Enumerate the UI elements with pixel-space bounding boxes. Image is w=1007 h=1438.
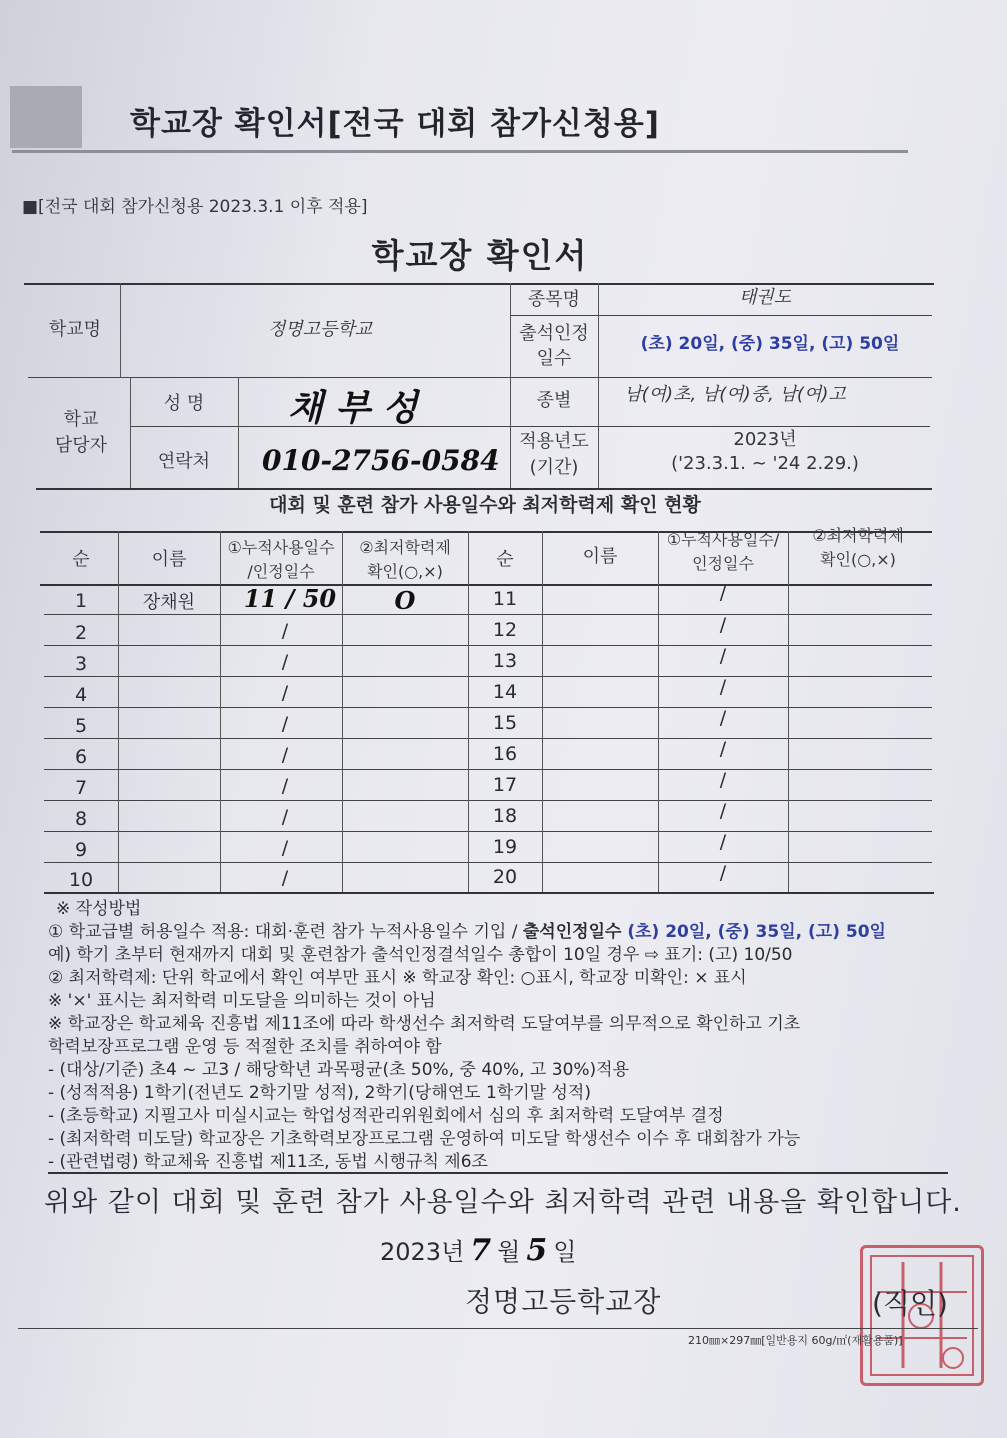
left-no: 6 xyxy=(74,746,88,768)
instructions xyxy=(48,898,948,1174)
col-no-left: 순 xyxy=(72,549,90,570)
seal-label: (직인) xyxy=(872,1287,948,1320)
right-slash: / xyxy=(719,614,727,636)
right-no: 11 xyxy=(492,588,518,610)
gender-value: 남(여)초, 남(여)중, 남(여)고 xyxy=(624,384,846,405)
event-value: 태권도 xyxy=(738,287,792,308)
attend-label-1: 출석인정 xyxy=(519,323,589,344)
note-6: - (성적적용) 1학기(전년도 2학기말 성적), 2학기(당해연도 1학기말 성적) xyxy=(48,1083,591,1103)
col-min-right-2: 확인(○,×) xyxy=(820,550,896,569)
document-title: 학교장 확인서 xyxy=(371,236,589,275)
col-days-left-2: /인정일수 xyxy=(247,562,315,581)
gender-label: 종별 xyxy=(536,390,572,411)
col-min-left-1: ②최저학력제 xyxy=(359,538,451,557)
left-slash: / xyxy=(281,682,289,704)
left-slash: / xyxy=(281,620,289,642)
left-no: 4 xyxy=(74,684,88,706)
right-slash: / xyxy=(719,645,727,667)
left-min: O xyxy=(394,586,416,615)
note-8: - (최저학력 미도달) 학교장은 기초학력보장프로그램 운영하여 미도달 학생선수 이수 후 대회참가 가능 xyxy=(48,1129,801,1149)
right-slash: / xyxy=(719,707,727,729)
left-slash: / xyxy=(281,713,289,735)
left-no: 10 xyxy=(68,869,94,891)
left-slash: / xyxy=(281,837,289,859)
year-value: 2023년 xyxy=(733,429,797,450)
left-days: 11 / 50 xyxy=(243,584,337,613)
col-days-right-2: 인정일수 xyxy=(692,554,754,573)
footer-divider xyxy=(18,1328,978,1329)
right-slash: / xyxy=(719,738,727,760)
left-slash: / xyxy=(281,651,289,673)
col-days-right-1: ①누적사용일수/ xyxy=(666,530,780,549)
right-no: 17 xyxy=(492,774,518,796)
right-no: 19 xyxy=(492,836,518,858)
right-slash: / xyxy=(719,582,727,604)
note-3: ※ '×' 표시는 최저학력 미도달을 의미하는 것이 아님 xyxy=(48,991,436,1011)
note-5: - (대상/기준) 초4 ~ 고3 / 해당학년 과목평균(초 50%, 중 40%, 고 30%)적용 xyxy=(48,1060,630,1080)
school-label: 학교명 xyxy=(48,319,102,340)
note-9: - (관련법령) 학교체육 진흥법 제11조, 동법 시행규칙 제6조 xyxy=(48,1152,488,1172)
staff-label-1: 학교 xyxy=(63,409,99,430)
col-min-right-1: ②최저학력제 xyxy=(812,526,904,545)
left-no: 1 xyxy=(74,590,88,612)
col-min-left-2: 확인(○,×) xyxy=(367,562,443,581)
year-label-2: (기간) xyxy=(529,457,579,478)
note-4: ※ 학교장은 학교체육 진흥법 제11조에 따라 학생선수 최저학력 도달여부를 의무적으로 확인하고 기초 xyxy=(48,1014,801,1034)
left-no: 2 xyxy=(74,622,88,644)
attend-value: (초) 20일, (중) 35일, (고) 50일 xyxy=(640,334,900,354)
right-no: 12 xyxy=(492,619,518,641)
col-days-left-1: ①누적사용일수 xyxy=(227,538,335,557)
right-no: 14 xyxy=(492,681,518,703)
notes-heading: ※ 작성방법 xyxy=(56,899,142,919)
col-no-right: 순 xyxy=(496,549,514,570)
left-slash: / xyxy=(281,806,289,828)
name-label: 성 명 xyxy=(163,393,205,414)
right-no: 15 xyxy=(492,712,518,734)
left-name: 장채원 xyxy=(142,592,196,613)
header-divider xyxy=(12,150,908,153)
note-2: ② 최저학력제: 단위 학교에서 확인 여부만 표시 ※ 학교장 확인: ○표시, 학교장 미확인: × 표시 xyxy=(48,968,747,988)
school-value: 정명고등학교 xyxy=(267,319,373,340)
right-slash: / xyxy=(719,831,727,853)
year-period: ('23.3.1. ~ '24 2.29.) xyxy=(671,453,859,474)
name-value: 채 부 성 xyxy=(288,387,418,429)
year-label-1: 적용년도 xyxy=(519,431,589,452)
principal-title: 정명고등학교장 xyxy=(465,1285,662,1318)
attend-label-2: 일수 xyxy=(536,348,572,369)
left-no: 9 xyxy=(74,839,88,861)
col-name-right: 이름 xyxy=(582,546,618,567)
confirm-statement: 위와 같이 대회 및 훈련 참가 사용일수와 최저학력 관련 내용을 확인합니다. xyxy=(44,1187,962,1218)
right-no: 20 xyxy=(492,866,518,888)
event-label: 종목명 xyxy=(527,289,581,310)
note-4-cont: 학력보장프로그램 운영 등 적절한 조치를 취하여야 함 xyxy=(48,1037,442,1057)
notes-divider xyxy=(48,1172,948,1174)
right-no: 18 xyxy=(492,805,518,827)
note-1: ① 학교급별 허용일수 적용: 대회·훈련 참가 누적사용일수 기입 / 출석인정일수 (초) 20일, (중) 35일, (고) 50일 xyxy=(48,922,886,942)
left-no: 8 xyxy=(74,808,88,830)
subtitle: ■[전국 대회 참가신청용 2023.3.1 이후 적용] xyxy=(22,197,368,217)
right-slash: / xyxy=(719,769,727,791)
right-no: 13 xyxy=(492,650,518,672)
paper-spec: 210㎜×297㎜[일반용지 60g/㎡(재활용품)] xyxy=(688,1334,903,1347)
staff-label-2: 담당자 xyxy=(54,435,108,456)
right-slash: / xyxy=(719,862,727,884)
right-slash: / xyxy=(719,676,727,698)
left-slash: / xyxy=(281,867,289,889)
left-slash: / xyxy=(281,744,289,766)
issue-date: 2023년 7 월 5 일 xyxy=(380,1233,577,1268)
right-slash: / xyxy=(719,800,727,822)
header-title: 학교장 확인서[전국 대회 참가신청용] xyxy=(130,106,660,142)
phone-label: 연락처 xyxy=(157,451,211,472)
note-1-example: 예) 학기 초부터 현재까지 대회 및 훈련참가 출석인정결석일수 총합이 10일 경우 ⇨ 표기: (고) 10/50 xyxy=(48,945,793,965)
section-title: 대회 및 훈련 참가 사용일수와 최저학력제 확인 현황 xyxy=(269,494,701,516)
note-7: - (초등학교) 지필고사 미실시교는 학업성적관리위원회에서 심의 후 최저학력 도달여부 결정 xyxy=(48,1106,724,1126)
left-no: 5 xyxy=(74,715,88,737)
header-block xyxy=(10,86,82,148)
col-name-left: 이름 xyxy=(151,549,187,570)
phone-value: 010-2756-0584 xyxy=(262,444,500,477)
right-no: 16 xyxy=(492,743,518,765)
left-no: 7 xyxy=(74,777,88,799)
left-no: 3 xyxy=(74,653,88,675)
left-slash: / xyxy=(281,775,289,797)
